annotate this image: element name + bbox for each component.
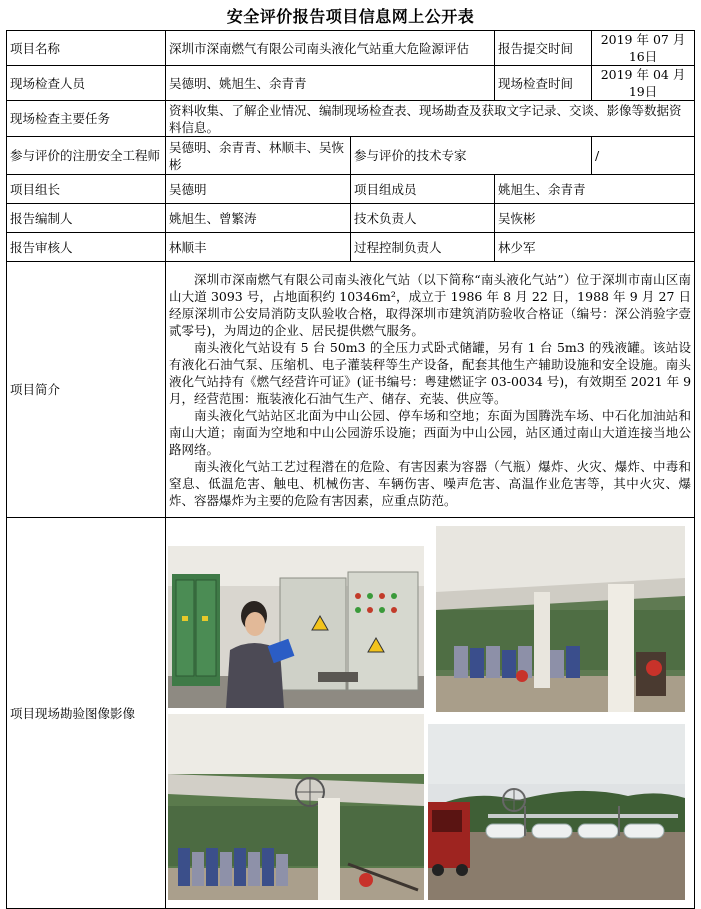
writer-label: 报告编制人	[7, 204, 166, 233]
process-lead-value: 林少军	[495, 233, 695, 262]
writer-value: 姚旭生、曾繁涛	[166, 204, 351, 233]
members-value: 姚旭生、余青青	[495, 175, 695, 204]
row-project-name	[7, 31, 695, 66]
leader-value: 吴德明	[166, 175, 351, 204]
tasks-label: 现场检查主要任务	[7, 101, 166, 137]
inspect-time-label: 现场检查时间	[495, 66, 592, 101]
photos-cell	[166, 518, 695, 909]
info-table	[6, 30, 695, 909]
row-photos	[7, 518, 695, 909]
row-leader	[7, 175, 695, 204]
project-name-value: 深圳市深南燃气有限公司南头液化气站重大危险源评估	[166, 31, 495, 66]
inspectors-label: 现场检查人员	[7, 66, 166, 101]
site-photo-tank-yard	[428, 724, 685, 900]
site-photo-control-room	[168, 546, 424, 708]
intro-paragraph: 南头液化气站站区北面为中山公园、停车场和空地；东面为国腾洗车场、中石化加油站和南山大道；南面为空地和中山公园游乐设施；西面为中山公园，站区通过南山大道连接当地公路网络。	[169, 407, 692, 457]
submit-time-value: 2019 年 07 月 16日	[592, 31, 695, 66]
row-intro	[7, 262, 695, 518]
inspectors-value: 吴德明、姚旭生、余青青	[166, 66, 495, 101]
intro-text	[166, 262, 695, 518]
tasks-value: 资料收集、了解企业情况、编制现场检查表、现场勘查及获取文字记录、交谈、影像等数据资料信息。	[166, 101, 695, 137]
leader-label: 项目组长	[7, 175, 166, 204]
photo-grid	[166, 518, 694, 908]
intro-paragraph: 深圳市深南燃气有限公司南头液化气站（以下简称“南头液化气站”）位于深圳市南山区南山大道 3093 号，占地面积约 10346m²，成立于 1986 年 8 月 22 日，1988 年 9 月 27 日经原深圳市公安局消防支队验收合格，取得深圳市建筑消防验收合格证（编号：深公消验字壹贰零号)，为周边的企业、居民提供燃气服务。	[169, 271, 692, 338]
page-title: 安全评价报告项目信息网上公开表	[226, 7, 475, 26]
engineers-label: 参与评价的注册安全工程师	[7, 137, 166, 175]
engineers-value: 吴德明、余青青、林顺丰、吴恢彬	[166, 137, 351, 175]
inspect-time-value: 2019 年 04 月 19日	[592, 66, 695, 101]
site-photo-cylinder-shed	[436, 526, 685, 712]
project-name-label: 项目名称	[7, 31, 166, 66]
process-lead-label: 过程控制负责人	[351, 233, 495, 262]
tech-lead-label: 技术负责人	[351, 204, 495, 233]
intro-paragraph: 南头液化气站工艺过程潜在的危险、有害因素为容器（气瓶）爆炸、火灾、爆炸、中毒和窒息、低温危害、触电、机械伤害、车辆伤害、噪声危害、高温作业危害等，其中火灾、爆炸、容器爆炸为主要的危险有害因素，应重点防范。	[169, 458, 692, 508]
experts-label: 参与评价的技术专家	[351, 137, 592, 175]
intro-label: 项目简介	[7, 262, 166, 518]
submit-time-label: 报告提交时间	[495, 31, 592, 66]
reviewer-value: 林顺丰	[166, 233, 351, 262]
tech-lead-value: 吴恢彬	[495, 204, 695, 233]
site-photo-canopy	[168, 714, 424, 900]
intro-paragraph: 南头液化气站设有 5 台 50m3 的全压力式卧式储罐，另有 1 台 5m3 的残液罐。该站设有液化石油气泵、压缩机、电子灌装秤等生产设备，配套其他生产辅助设施和安全设施。南头液化气站持有《燃气经营许可证》(证书编号：粤建燃证字 03-0034 号)，有效期至 2021 年 9 月，经营范围：瓶装液化石油气生产、储存、充装、供应等。	[169, 339, 692, 406]
experts-value: /	[592, 137, 695, 175]
row-engineers	[7, 137, 695, 175]
row-writer	[7, 204, 695, 233]
row-inspectors	[7, 66, 695, 101]
reviewer-label: 报告审核人	[7, 233, 166, 262]
row-tasks	[7, 101, 695, 137]
photos-label: 项目现场勘验图像影像	[7, 518, 166, 909]
row-reviewer	[7, 233, 695, 262]
members-label: 项目组成员	[351, 175, 495, 204]
